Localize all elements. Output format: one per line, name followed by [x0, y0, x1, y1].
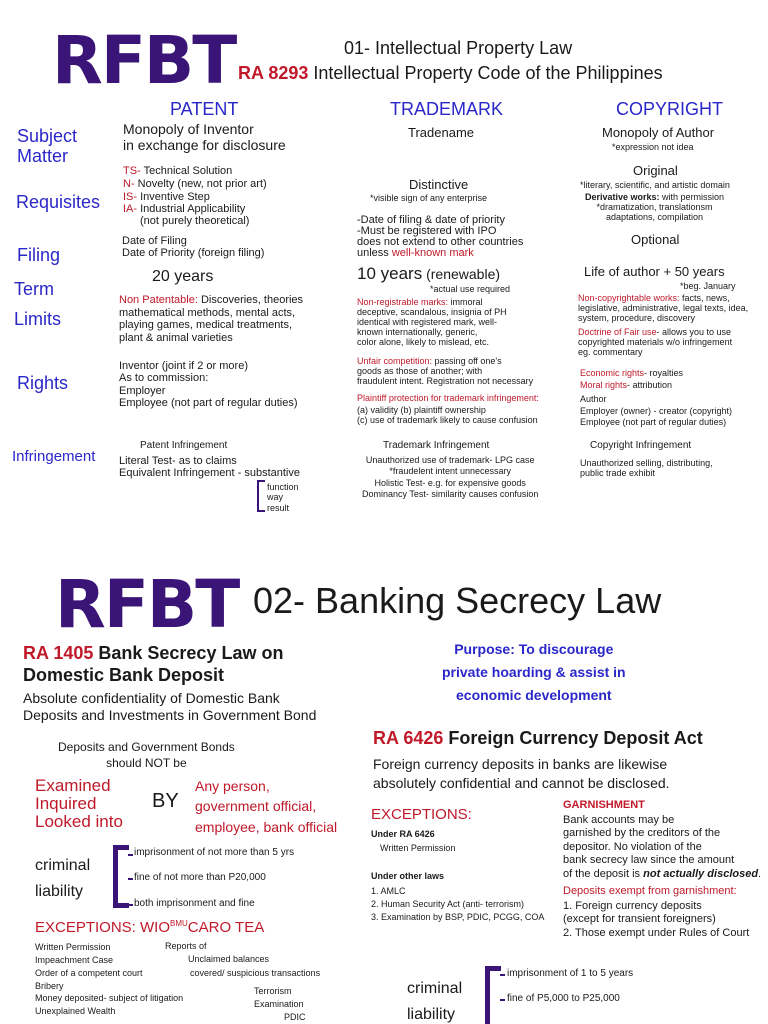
penalty-2: fine of not more than P20,000 [134, 872, 266, 883]
req-n-key: N- [123, 178, 135, 190]
exc-left-list: Written Permission Impeachment Case Order of a competent court Bribery Money deposited- subject of litigation Unexplained Wealth [35, 942, 184, 1017]
tm-plaintiff-label: Plaintiff protection for trademark infringement: [357, 393, 539, 403]
tm-term-note: *actual use required [430, 284, 511, 294]
penalty2-tick-1 [500, 974, 505, 976]
ra6426-heading [373, 728, 703, 749]
patent-inf-text: Literal Test- as to claims Equivalent Infringement - substantive [119, 455, 300, 480]
exc-sup: BMU [170, 919, 188, 928]
under-other: Under other laws [371, 871, 445, 881]
ra1405-num: RA 1405 [23, 643, 94, 663]
patent-req-ia-note: (not purely theoretical) [140, 215, 250, 227]
patent-subject: Monopoly of Inventor in exchange for disclosure [123, 121, 286, 153]
exc-right-6: PDIC [284, 1012, 306, 1022]
penalty-1: imprisonment of not more than 5 yrs [134, 847, 295, 858]
tm-plaintiff-text: (a) validity (b) plaintiff ownership (c) use of trademark likely to cause confusion [357, 405, 538, 426]
under-6426: Under RA 6426 [371, 829, 435, 839]
tm-filing-text: -Date of filing & date of priority -Must be registered with IPO does not extend to other countries unless [357, 214, 524, 259]
patent-req-ts [123, 165, 232, 177]
req-ia-key: IA- [123, 203, 138, 215]
exc-right-5: Examination [254, 999, 304, 1009]
cr-inf-text: Unauthorized selling, distributing, public trade exhibit [580, 458, 713, 479]
ra1405-desc: Absolute confidentiality of Domestic Bank Deposits and Investments in Government Bond [23, 690, 317, 723]
penalty-bracket-1 [113, 845, 129, 908]
cr-deriv [585, 192, 724, 222]
title-line2 [238, 63, 663, 84]
penalty-tick-2 [128, 878, 133, 880]
exc-label: EXCEPTIONS: WIO [35, 919, 171, 936]
req-is-val: Inventive Step [137, 191, 210, 203]
col-trademark: TRADEMARK [390, 99, 504, 119]
cr-subject: Monopoly of Author [602, 125, 715, 140]
exceptions-wio [35, 919, 264, 936]
col-patent: PATENT [170, 99, 239, 119]
ra-8293: RA 8293 [238, 63, 309, 83]
row-term: Term [14, 279, 54, 299]
cr-rights: Author Employer (owner) - creator (copyright) Employee (not part of regular duties) [580, 394, 733, 428]
tm-limits [357, 297, 507, 347]
tm-nonreg-label: Non-registrable marks: [357, 297, 449, 307]
tm-inf-text: Unauthorized use of trademark- LPG case *fraudelent intent unnecessary Holistic Test- e.g. for expensive goods Dominancy Test- similarity causes confusion [362, 455, 539, 499]
cr-econ-label: Economic rights [580, 368, 645, 378]
row-infringement: Infringement [12, 448, 96, 465]
non-patentable-label: Non Patentable: [119, 294, 198, 306]
actions: Examined Inquired Looked into [35, 776, 123, 831]
patent-req-ia [123, 203, 245, 215]
cr-moral-label: Moral rights [580, 380, 628, 390]
exempt-text: 1. Foreign currency deposits (except for transient foreigners) 2. Those exempt under Rules of Court [563, 900, 750, 939]
tm-unfair-text: passing off one's goods as those of another; with fraudulent intent. Registration not necessary [357, 356, 534, 387]
penalty-3: both imprisonment and fine [134, 898, 255, 909]
cr-fair-text: - allows you to use copyrighted materials w/o infringement eg. commentary [578, 327, 733, 358]
tm-inf-title: Trademark Infringement [383, 440, 490, 451]
row-subject-matter: Subject Matter [17, 126, 78, 167]
cr-econ [580, 368, 683, 378]
tm-filing [357, 215, 523, 259]
garnishment-text [563, 814, 761, 881]
cr-moral-text: - attribution [627, 380, 673, 390]
col-copyright: COPYRIGHT [616, 99, 724, 119]
tm-subject: Tradename [408, 125, 474, 140]
cr-deriv-text: with permission *dramatization, translationsm adaptations, compilation [596, 192, 725, 223]
row-requisites: Requisites [16, 192, 101, 212]
patent-limits [119, 294, 303, 306]
garnish-dot: . [758, 867, 762, 880]
tm-term-years: 10 years [357, 264, 423, 283]
cr-inf-title: Copyright Infringement [590, 440, 692, 451]
logo-rfbt-2: RFBT [55, 566, 239, 643]
part2-title: 02- Banking Secrecy Law [253, 580, 662, 621]
non-patentable-text: Discoveries, theories [197, 294, 304, 306]
patent-rights: Inventor (joint if 2 or more) As to commission: Employer Employee (not part of regular duties) [119, 360, 298, 409]
criminal-liability-1: criminal liability [35, 857, 91, 900]
cr-req-note: *literary, scientific, and artistic domain [580, 180, 730, 190]
cr-limits [578, 293, 748, 323]
req-is-key: IS- [123, 191, 138, 203]
tm-unfair-label: Unfair competition: [357, 356, 433, 366]
cr-noncopy-label: Non-copyrightable works: [578, 293, 680, 303]
patent-inf-bracket [257, 480, 265, 512]
exc-right-1: Reports of [165, 941, 207, 951]
cr-term-note: *beg. January [680, 281, 736, 291]
garnishment-title: GARNISHMENT [563, 799, 645, 811]
ra6426-title: Foreign Currency Deposit Act [443, 728, 703, 748]
cr-deriv-label: Derivative works: [585, 192, 660, 202]
ra6426-desc: Foreign currency deposits in banks are likewise absolutely confidential and cannot be disclosed. [373, 756, 670, 791]
cr-term: Life of author + 50 years [584, 264, 725, 279]
cr-subject-note: *expression not idea [612, 142, 694, 152]
tm-term-renewable: (renewable) [422, 266, 501, 282]
ra1405-title2: Domestic Bank Deposit [23, 665, 225, 685]
penalty2-1: imprisonment of 1 to 5 years [507, 968, 634, 979]
patent-req-is [123, 191, 210, 203]
logo-rfbt-1: RFBT [52, 22, 236, 99]
title-ip-code: Intellectual Property Code of the Philippines [313, 63, 663, 83]
purpose: Purpose: To discourage private hoarding & assist in economic development [442, 641, 626, 704]
penalty-tick-3 [128, 904, 133, 906]
exc-right-3: covered/ suspicious transactions [190, 968, 321, 978]
ra1405-heading [23, 643, 283, 664]
exc-right-4: Terrorism [254, 986, 292, 996]
patent-term: 20 years [152, 268, 214, 285]
tm-well-known: well-known mark [388, 247, 474, 259]
cr-moral [580, 380, 672, 390]
tm-req: Distinctive [409, 177, 469, 192]
persons: Any person, government official, employee, bank official [195, 778, 338, 835]
row-limits: Limits [14, 309, 62, 329]
cr-fair [578, 327, 732, 357]
req-n-val: Novelty (new, not prior art) [134, 178, 267, 190]
tm-nonreg-text: immoral deceptive, scandalous, insignia of PH identical with registered mark, well- known internationally, generic, color alone, likely to mislead, etc. [357, 297, 507, 348]
garnish-emph: not actually disclosed [643, 867, 759, 880]
exc-end: CARO TEA [187, 919, 265, 936]
garnish-text: Bank accounts may be garnished by the creditors of the depositor. No violation of the bank secrecy law since the amount of the deposit is [563, 814, 735, 880]
req-ia-val: Industrial Applicability [137, 203, 246, 215]
cr-filing: Optional [631, 232, 680, 247]
penalty-tick-1 [128, 854, 133, 856]
exc-right-2: Unclaimed balances [188, 954, 270, 964]
under-6426-text: Written Permission [380, 843, 456, 853]
row-rights: Rights [17, 373, 69, 393]
cr-req: Original [633, 163, 678, 178]
penalty2-2: fine of P5,000 to P25,000 [507, 993, 620, 1004]
penalty2-tick-2 [500, 999, 505, 1001]
cr-noncopy-text: facts, news, legislative, administrative, legal texts, idea, system, procedure, discovery [578, 293, 749, 324]
req-ts-key: TS- [123, 165, 141, 177]
cr-econ-text: - royalties [644, 368, 684, 378]
ra6426-num: RA 6426 [373, 728, 444, 748]
deposits-text: Deposits and Government Bonds should NOT be [58, 740, 235, 770]
exceptions-2: EXCEPTIONS: [371, 806, 472, 823]
req-ts-val: Technical Solution [140, 165, 233, 177]
patent-inf-title: Patent Infringement [140, 440, 228, 451]
tm-req-note: *visible sign of any enterprise [370, 193, 488, 203]
criminal-liability-2: criminal liability [407, 980, 463, 1023]
row-filing: Filing [17, 245, 61, 265]
ra1405-title1: Bank Secrecy Law on [93, 643, 284, 663]
patent-filing: Date of Filing Date of Priority (foreign filing) [122, 235, 265, 260]
patent-req-n [123, 178, 267, 190]
penalty-bracket-2 [485, 966, 501, 1024]
cr-fair-label: Doctrine of Fair use [578, 327, 657, 337]
patent-inf-sub: function way result [267, 482, 299, 513]
by-label: BY [152, 790, 179, 812]
under-other-text: 1. AMLC 2. Human Security Act (anti- terrorism) 3. Examination by BSP, PDIC, PCGG, COA [371, 886, 545, 922]
tm-unfair [357, 356, 533, 386]
tm-term [357, 264, 500, 284]
title-line1: 01- Intellectual Property Law [344, 38, 573, 58]
patent-limits-rest: mathematical methods, mental acts, playing games, medical treatments, plant & animal varieties [119, 307, 296, 344]
exempt-label: Deposits exempt from garnishment: [563, 885, 737, 897]
